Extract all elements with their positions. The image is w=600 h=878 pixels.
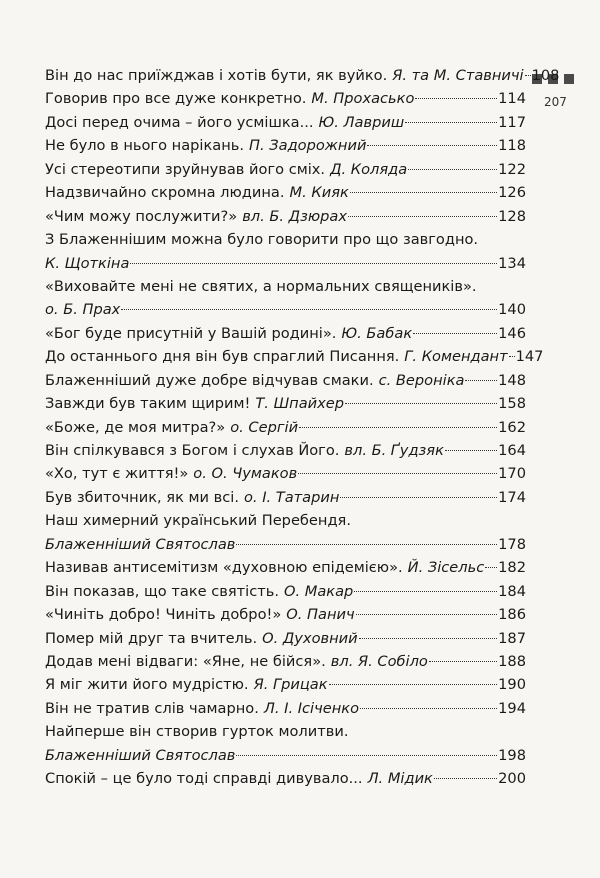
toc-entry <box>45 87 526 110</box>
entry-author: М. Прохасько <box>311 90 415 108</box>
entry-title: До останнього дня він був спраглий Писання. <box>45 348 400 366</box>
toc-entry <box>45 556 526 579</box>
entry-page-number: 178 <box>498 535 526 553</box>
entry-page-number: 182 <box>498 559 526 577</box>
entry-author: вл. Б. Ґудзяк <box>344 442 444 459</box>
toc-entry <box>45 416 526 439</box>
entry-title: Був збиточник, як ми всі. <box>45 488 239 506</box>
entry-page-number: 146 <box>498 324 526 342</box>
toc-entry <box>45 205 526 228</box>
toc-entry <box>45 767 526 790</box>
entry-page-number: 170 <box>498 465 526 483</box>
entry-title: Він не тратив слів чамарно. <box>45 699 259 717</box>
entry-title: «Боже, де моя митра?» <box>45 418 226 436</box>
dot-leader <box>509 356 515 357</box>
entry-title: Надзвичайно скромна людина. <box>45 184 285 202</box>
dot-leader <box>485 567 497 568</box>
entry-title: Наш химерний український Перебендя. <box>45 512 351 530</box>
toc-entry <box>45 298 526 321</box>
entry-title: «Виховайте мені не святих, а нормальних священиків». <box>45 277 477 295</box>
toc-entry <box>45 673 526 696</box>
entry-author: о. Сергій <box>230 418 299 436</box>
entry-title: Додав мені відваги: «Яне, не бійся». <box>45 652 326 670</box>
entry-title: Говорив про все дуже конкретно. <box>45 90 307 108</box>
entry-page-number: 148 <box>498 371 526 389</box>
dot-leader <box>340 497 497 498</box>
toc-entry <box>45 111 526 134</box>
entry-title: Я міг жити його мудрістю. <box>45 676 249 694</box>
dot-leader <box>329 684 498 685</box>
entry-author: Л. І. Ісіченко <box>263 699 359 717</box>
toc-entry <box>45 509 526 532</box>
toc-entry <box>45 627 526 650</box>
entry-author: о. І. Татарин <box>244 488 340 506</box>
entry-page-number: 108 <box>531 67 560 84</box>
entry-author: О. Духовний <box>262 629 358 647</box>
entry-author: П. Задорожний <box>249 137 367 155</box>
dot-leader <box>434 778 497 779</box>
entry-title: З Блаженнішим можна було говорити про що завгодно. <box>45 231 479 249</box>
entry-page-number: 200 <box>498 770 526 788</box>
entry-author: К. Щоткіна <box>45 254 130 272</box>
entry-page-number: 187 <box>498 629 526 647</box>
entry-page-number: 158 <box>498 395 526 413</box>
dot-leader <box>236 755 497 756</box>
entry-author: Ю. Лавриш <box>318 113 405 131</box>
dot-leader <box>236 544 497 545</box>
dot-leader <box>356 614 498 615</box>
entry-author: Блаженніший Святослав <box>45 535 236 553</box>
dot-leader <box>415 98 497 99</box>
dot-leader <box>465 380 497 381</box>
entry-page-number: 162 <box>498 418 526 436</box>
entry-author: Я. Грицак <box>253 676 328 694</box>
entry-title: Усі стереотипи зруйнував його сміх. <box>45 160 326 178</box>
entry-author: О. Панич <box>286 606 355 624</box>
entry-author: Л. Мідик <box>367 770 433 788</box>
entry-title: «Чим можу послужити?» <box>45 207 238 225</box>
entry-title: Завжди був таким щирим! <box>45 395 251 413</box>
entry-author: о. Б. Прах <box>45 301 121 319</box>
entry-page-number: 118 <box>498 137 526 155</box>
toc-entry <box>45 486 526 509</box>
entry-author: Д. Коляда <box>330 160 408 178</box>
entry-title: Найперше він створив гурток молитви. <box>45 723 349 741</box>
entry-title: Він до нас приїжджав і хотів бути, як вуйко. <box>45 67 388 84</box>
entry-title: Він спілкувався з Богом і слухав Його. <box>45 442 340 459</box>
dot-leader <box>408 169 497 170</box>
entry-title: Досі перед очима – його усмішка... <box>45 113 314 131</box>
entry-author: Блаженніший Святослав <box>45 746 236 764</box>
entry-page-number: 184 <box>498 582 526 600</box>
entry-page-number: 114 <box>498 90 526 108</box>
toc-entry <box>45 650 526 673</box>
toc-entry <box>45 697 526 720</box>
entry-page-number: 122 <box>498 160 526 178</box>
toc-entry <box>45 439 526 462</box>
dot-leader <box>445 450 497 451</box>
entry-page-number: 134 <box>498 254 526 272</box>
toc-entry <box>45 345 544 368</box>
entry-author: вл. Б. Дзюрах <box>242 207 347 225</box>
entry-page-number: 140 <box>498 301 526 319</box>
entry-page-number: 188 <box>498 652 526 670</box>
entry-author: Т. Шпайхер <box>255 395 345 413</box>
entry-page-number: 164 <box>498 442 526 459</box>
dot-leader <box>348 216 497 217</box>
entry-title: Він показав, що таке святість. <box>45 582 279 600</box>
entry-author: о. О. Чумаков <box>193 465 298 483</box>
entry-author: Я. та М. Ставничі <box>392 67 524 84</box>
toc-entry <box>45 580 526 603</box>
page-number: 207 <box>544 95 567 109</box>
dot-leader <box>354 591 497 592</box>
toc-entry <box>45 603 526 626</box>
entry-page-number: 194 <box>498 699 526 717</box>
dot-leader <box>298 473 497 474</box>
toc-entry <box>45 181 526 204</box>
entry-title: «Хо, тут є життя!» <box>45 465 189 483</box>
toc-entry <box>45 275 526 298</box>
dot-leader <box>367 145 497 146</box>
entry-author: Й. Зісельс <box>407 559 485 577</box>
dot-leader <box>429 661 497 662</box>
toc-entry <box>45 228 526 251</box>
toc-entry <box>45 369 526 392</box>
entry-page-number: 117 <box>498 113 526 131</box>
entry-page-number: 198 <box>498 746 526 764</box>
entry-title: Спокій – це було тоді справді дивувало... <box>45 770 363 788</box>
toc-entry <box>45 322 526 345</box>
toc-entry <box>45 158 526 181</box>
dot-leader <box>350 192 497 193</box>
entry-title: Блаженніший дуже добре відчував смаки. <box>45 371 374 389</box>
dot-leader <box>525 75 531 76</box>
entry-title: Називав антисемітизм «духовною епідемією». <box>45 559 403 577</box>
entry-title: Помер мій друг та вчитель. <box>45 629 258 647</box>
toc-entry <box>45 720 526 743</box>
toc-entry <box>45 252 526 275</box>
dot-leader <box>360 708 497 709</box>
entry-page-number: 190 <box>498 676 526 694</box>
entry-author: с. Вероніка <box>378 371 465 389</box>
entry-page-number: 126 <box>498 184 526 202</box>
toc-entry <box>45 392 526 415</box>
entry-page-number: 174 <box>498 488 526 506</box>
dot-leader <box>405 122 497 123</box>
dot-leader <box>359 638 498 639</box>
entry-page-number: 128 <box>498 207 526 225</box>
marker-square <box>564 74 574 84</box>
dot-leader <box>130 263 497 264</box>
dot-leader <box>345 403 497 404</box>
dot-leader <box>299 427 497 428</box>
entry-author: Г. Комендант <box>404 348 508 366</box>
entry-title: «Чиніть добро! Чиніть добро!» <box>45 606 282 624</box>
dot-leader <box>413 333 497 334</box>
toc-entry <box>45 744 526 767</box>
entry-author: Ю. Бабак <box>341 324 413 342</box>
toc-entry <box>45 533 526 556</box>
dot-leader <box>121 309 497 310</box>
toc-entry <box>45 134 526 157</box>
entry-author: вл. Я. Собіло <box>330 652 428 670</box>
entry-page-number: 147 <box>515 348 544 366</box>
entry-author: О. Макар <box>283 582 354 600</box>
toc-entry <box>45 64 560 87</box>
entry-title: Не було в нього нарікань. <box>45 137 245 155</box>
toc-entry <box>45 462 526 485</box>
entry-page-number: 186 <box>498 606 526 624</box>
entry-author: М. Кияк <box>289 184 349 202</box>
entry-title: «Бог буде присутній у Вашій родині». <box>45 324 337 342</box>
